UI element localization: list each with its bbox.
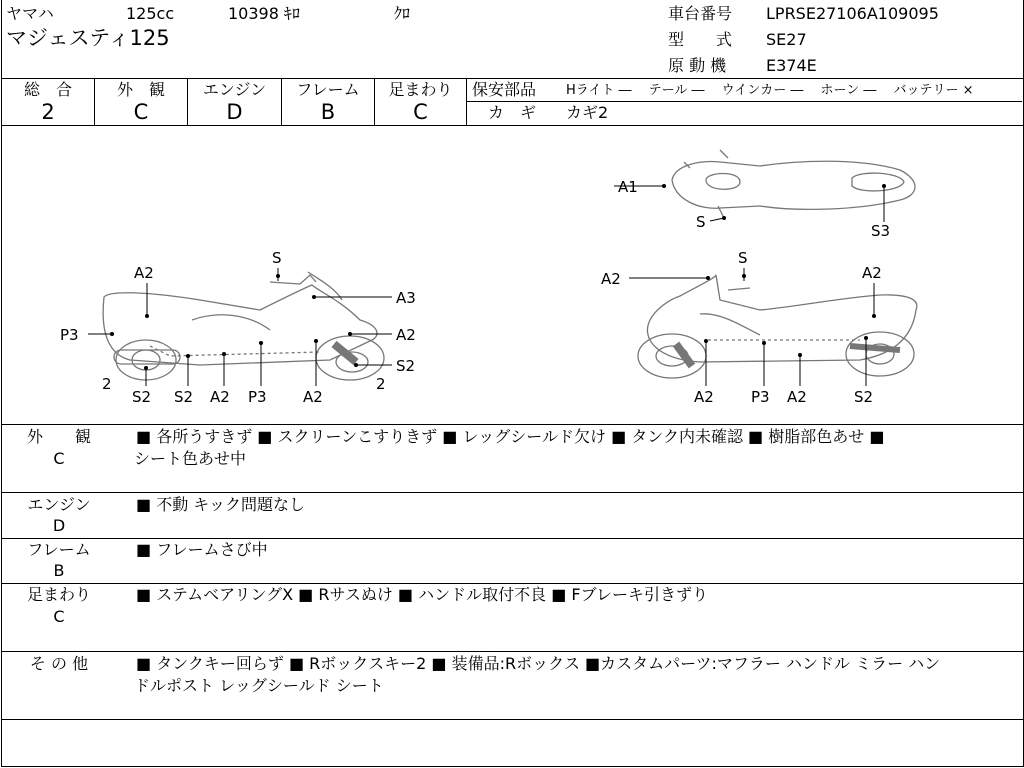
grade-suspension-label: 足まわり: [388, 80, 453, 99]
divider: [1, 651, 1023, 652]
callout-lines: [88, 186, 884, 386]
diagram-label: S: [272, 249, 282, 267]
callout-labels: [60, 178, 890, 406]
diagram-label: S2: [396, 357, 416, 375]
key-label: カ ギ: [488, 103, 537, 122]
divider: [1, 492, 1023, 493]
section-text-engine: ■ 不動 キック問題なし: [136, 495, 305, 514]
key-value: カギ2: [566, 103, 609, 122]
diagram-label: S2: [854, 388, 874, 406]
section-label-other: そ の 他: [29, 654, 89, 673]
right-scooter-icon: [638, 275, 917, 378]
diagram-label: A2: [601, 270, 621, 288]
divider: [1, 424, 1023, 425]
diagram-label: A2: [396, 326, 416, 344]
section-text-other: ■ タンクキー回らず ■ Rボックスキー2 ■ 装備品:Rボックス ■カスタムパーツ:マフラー ハンドル ミラー ハン: [136, 654, 941, 673]
divider: [1, 538, 1023, 539]
diagram-label: S: [696, 213, 706, 231]
diagram-label: A3: [396, 289, 416, 307]
grade-total-value: 2: [41, 100, 55, 124]
diagram-label: A2: [210, 388, 230, 406]
left-scooter-icon: [103, 272, 384, 380]
frame-no-label: 車台番号: [668, 4, 733, 23]
diagram-label: A1: [618, 178, 638, 196]
safety-label: 保安部品: [472, 80, 537, 99]
section-text2-exterior: シート色あせ中: [134, 449, 247, 468]
section-grade-exterior: C: [53, 449, 65, 468]
section-text-suspension: ■ ステムベアリングX ■ Rサスぬけ ■ ハンドル取付不良 ■ Fブレーキ引きずり: [136, 585, 708, 604]
grade-engine-value: D: [226, 100, 243, 124]
type-value: SE27: [766, 30, 807, 49]
callout-dots: [110, 184, 886, 370]
divider: [1, 78, 1023, 79]
engine-value: E374E: [766, 56, 817, 75]
section-label-exterior: 外 観: [26, 427, 91, 446]
scooter-diagram: [0, 126, 1024, 424]
color: ｸﾛ: [394, 4, 411, 23]
grade-frame-label: フレーム: [296, 80, 360, 99]
section-text2-other: ドルポスト レッグシールド シート: [134, 676, 384, 695]
mileage: 10398 ｷﾛ: [228, 4, 300, 23]
diagram-label: A2: [694, 388, 714, 406]
diagram-label: A2: [862, 264, 882, 282]
diagram-label: 2: [376, 375, 386, 393]
maker: ヤマハ: [6, 4, 54, 23]
model-name: マジェスティ125: [6, 26, 170, 50]
section-grade-engine: D: [52, 516, 66, 535]
type-label: 型 式: [668, 30, 733, 49]
divider: [1, 719, 1023, 720]
top-scooter-icon: [672, 150, 915, 218]
diagram-label: A2: [787, 388, 807, 406]
grade-engine-label: エンジン: [202, 80, 267, 99]
safety-items: Hライト ― テール ― ウインカー ― ホーン ― バッテリー ×: [566, 83, 974, 98]
divider: [466, 101, 1022, 102]
diagram-label: P3: [751, 388, 770, 406]
grade-exterior-value: C: [133, 100, 149, 124]
divider: [1, 583, 1023, 584]
section-grade-suspension: C: [53, 607, 65, 626]
diagram-label: P3: [60, 326, 79, 344]
diagram-label: A2: [303, 388, 323, 406]
grade-frame-value: B: [320, 100, 336, 124]
section-text-frame: ■ フレームさび中: [136, 540, 268, 559]
diagram-label: S3: [871, 222, 891, 240]
section-label-suspension: 足まわり: [26, 585, 91, 604]
engine-label: 原 動 機: [668, 56, 727, 75]
diagram-label: S2: [132, 388, 152, 406]
diagram-label: 2: [102, 375, 112, 393]
grade-suspension-value: C: [413, 100, 428, 124]
section-label-engine: エンジン: [27, 495, 91, 514]
grade-exterior-label: 外 観: [116, 80, 165, 99]
diagram-label: S: [738, 249, 748, 267]
section-grade-frame: B: [53, 561, 65, 580]
displacement: 125cc: [126, 4, 175, 23]
section-label-frame: フレーム: [27, 540, 91, 559]
section-text-exterior: ■ 各所うすきず ■ スクリーンこすりきず ■ レッグシールド欠け ■ タンク内未確認 ■ 樹脂部色あせ ■: [136, 427, 885, 446]
diagram-label: A2: [134, 264, 154, 282]
frame-no: LPRSE27106A109095: [766, 4, 939, 23]
diagram-label: P3: [248, 388, 267, 406]
grade-total-label: 総 合: [23, 80, 72, 99]
diagram-label: S2: [174, 388, 194, 406]
